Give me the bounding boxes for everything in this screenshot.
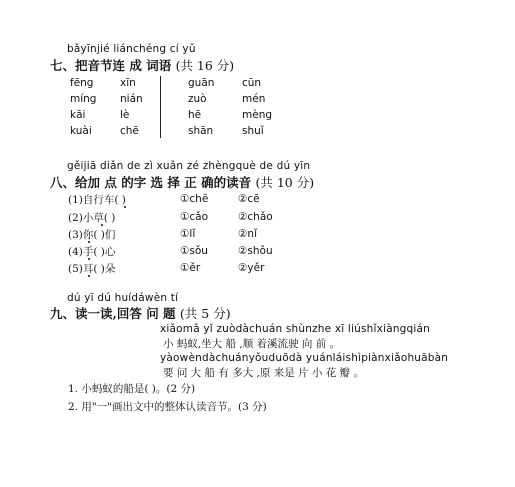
s9-question-1: 1. 小蚂蚁的船是( )。(2 分) [68,383,196,395]
s8-q2-b: ②chǎo [238,211,273,223]
s7-score: (共 16 分) [175,58,235,73]
s7-title [50,56,234,74]
s8-q3-b: ②nǐ [238,228,257,240]
s8-pinyin: gěijiā diǎn de zì xuǎn zé zhèngquè de dú yīn [67,160,311,172]
s7-col3-2: hē [188,109,202,121]
s8-q5: (5)耳( )朵 [68,263,116,275]
s7-col2-2: lè [120,109,130,121]
emphasis-dot [88,275,90,277]
emphasis-dot [88,258,90,260]
s8-title-text: 八、给加 点 的字 选 择 正 确的读音 [50,175,252,190]
s8-q1-a: ①chē [180,193,209,205]
s7-col1-1: míng [70,93,97,105]
s8-q2: (2)小草( ) [68,212,116,224]
s7-col3-3: shān [188,125,214,137]
s7-col4-0: cūn [242,77,262,89]
poem-line-1: 小 蚂蚁,坐大 船 ,顺 着溪流驶 向 前 。 [163,338,341,350]
s7-col4-1: mén [242,93,266,105]
emphasis-dot [101,224,103,226]
s7-col4-3: shuǐ [242,125,264,137]
s8-q5-b: ②yěr [238,262,265,274]
s7-col3-0: guān [188,77,215,89]
s8-title [50,173,314,191]
s7-col2-1: nián [120,93,143,105]
s8-q4: (4)手( )心 [68,246,116,258]
s8-q4-b: ②shǒu [238,245,273,257]
s7-col3-1: zuò [188,93,207,105]
s9-title-text: 九、读一读,回答 问 题 [50,306,176,321]
s7-pinyin: bǎyīnjié liánchéng cí yǔ [67,43,196,55]
s9-score: (共 5 分) [179,306,231,321]
s8-q1: (1)自行车( ) [68,194,126,206]
s7-col1-0: fēng [70,77,94,89]
s8-q1-b: ②cē [238,193,260,205]
s7-title-text: 七、把音节连 成 词语 [50,58,172,73]
s8-q3: (3)你( )们 [68,229,116,241]
s7-col1-3: kuài [70,125,92,137]
s7-col2-0: xīn [120,77,136,89]
s7-col4-2: mèng [242,109,273,121]
s9-title [50,304,231,322]
emphasis-dot [88,241,90,243]
poem-line-2: 要 问 大 船 有 多大 ,原 来是 片 小 花 瓣 。 [163,367,364,379]
s8-score: (共 10 分) [255,175,315,190]
s7-col1-2: kāi [70,109,86,121]
s8-q3-a: ①lǐ [180,228,196,240]
s9-question-2: 2. 用"一"画出文中的整体认读音节。(3 分) [68,401,267,413]
poem-pinyin-line-1: xiǎomǎ yǐ zuòdàchuán shùnzhe xī liúshǐxiàngqián [160,323,431,335]
s7-col2-3: chē [120,125,139,137]
s7-divider [160,76,161,138]
poem-pinyin-line-2: yàowèndàchuányǒuduōdà yuánláishìpiànxiǎohuābàn [160,352,449,364]
s9-pinyin: dú yī dú huídáwèn tí [67,292,179,304]
emphasis-dot [124,206,126,208]
s8-q2-a: ①cǎo [180,211,209,223]
s8-q5-a: ①ěr [180,262,201,274]
s8-q4-a: ①sǒu [180,245,208,257]
